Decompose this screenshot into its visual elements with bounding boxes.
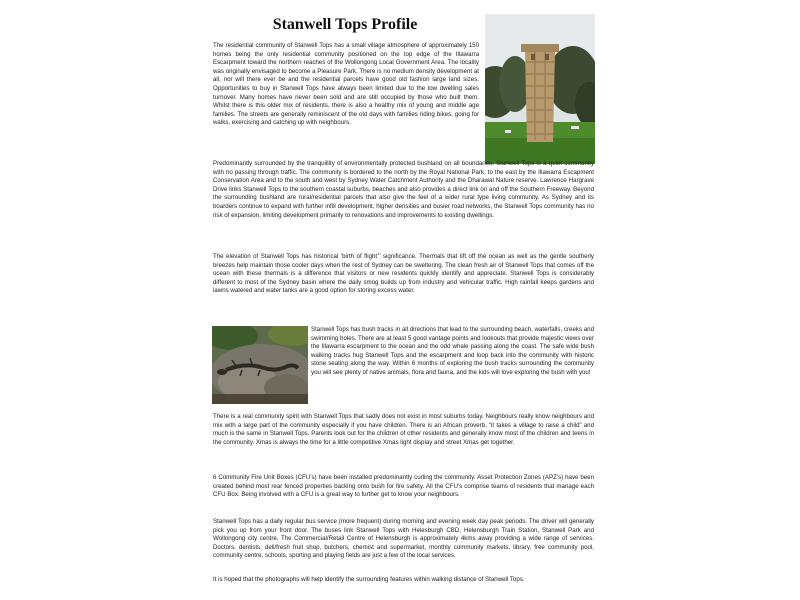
paragraph-fire-units: 6 Community Fire Unit Boxes (CFU’s) have been installed predominantly curling the community. Asset Protection Zones (APZ’s) have been created behind most rear fenced properties backing onto bush for fire safety. All the CFU’s comprise teams of residents that manage each CFU Box. Being involved with a CFU is a great way to further get to know your neighbours. [213,474,594,499]
paragraph-photographs-note: It is hoped that the photographs will help identify the surrounding features within walking distance of Stanwell Tops. [213,576,525,583]
paragraph-elevation [213,250,594,296]
page-title: Stanwell Tops Profile [272,16,418,33]
paragraph-transport-services: Stanwell Tops has a daily regular bus service (more frequent) during morning and evening week day peak periods. The driver will generally pick you up from your front door. The buses link Stanwell Tops with Helesburgh CBD, Helensburgh Train Station, Stanwell Park and Wollongong city centre. The Commercial/Retail Centre of Helensburgh is approximately 4kms away providing a wide range of services. Doctors, dentists, deli/fresh fruit shop, butchers, chemist and supermarket, monthly community markets, library, free community pool, community centre, schools, sporting and playing fields are just a few of the local services. [213,518,594,560]
document-page [211,8,596,593]
paragraph-surroundings: Predominantly surrounded by the tranquillity of environmentally protected bushland on all boundaries, Stanwell Tops is a quiet community with no passing through traffic. The community is bordered to the north by the Royal National Park, to the east by the Illawarra Escapment Conservation Area and to the south and west by Sydney Water Catchment Authority and the Dharawal Nature reserve. Lawrence Hargrave Drive links Stanwell Tops to the southern coastal suburbs, beaches and also provides a direct link on and off the Southern Freeway. Beyond the surrounding bushland are rural/residential parcels that also give the feel of a wider rural type living community. As Sydney and its boarders continue to expand with further infill development, higher densities and busier road networks, the Stanwell Tops community has no risk of expansion, limiting development primarily to renovations and improvements to existing dwellings. [213,160,594,219]
elevation-text-start: The elevation of Stanwell Tops has historical ‘birth of flight [213,253,378,260]
paragraph-bush-tracks: Stanwell Tops has bush tracks in all directions that lead to the surrounding beach, waterfalls, creeks and swimming holes. There are at least 5 good vantage points and lookouts that provide majestic views over the Illawarra escarpment to the ocean and the odd whale passing along the coast. The safe wide bush walking tracks hug Stanwell Tops and the escarpment and loop back into the community with historic stone seating along the way. Within 6 months of exploring the bush tracks surrounding the community you will see plenty of native animals, flora and fauna, and the kids will love exploring the bush with you! [311,326,594,376]
elevation-text-end: ’ significance. Thermals that lift off the ocean as well as the gentle southerly breezes help maintain those cooler days when the rest of Sydney can be sweltering. The clean fresh air of Stanwell Tops that comes off the ocean with these thermals is a difference that visitors or new residents quickly identify and appreciate. Stanwell Tops is considerably different to most of the Sydney basin where the daily smog builds up from industry and vehicular traffic. High rainfall keeps gardens and lawns watered and water tanks are a good option for storing excess water. [213,253,594,295]
footnote-marker: 1 [377,250,380,256]
paragraph-community: The residential community of Stanwell Tops has a small village atmosphere of approximately 150 homes being the only residential community positioned on the top edge of the Illawarra Escarpment toward the northern reaches of the Wollongong Local Government Area. The locality was originally envisaged to become a Pleasure Park. There is no medium density development at all, nor will there ever be and the residential parcels have good old fashion large land sizes. Opportunities to buy in Stanwell Tops have always been limited due to the low dwelling sales turnover. Many homes have never been sold and are still occupied by those who built them. Whilst there is this older mix of residents, there is also a healthy mix of young and middle age families. The streets are generally reminiscent of the old days with families riding bikes, going for walks, exercising and catching up with neighbours. [213,42,479,127]
stone-tower-photo [485,14,595,164]
paragraph-community-spirit: There is a real community spirit with Stanwell Tops that sadly does not exist in most suburbs today. Neighbours really know neighbours and mix with a large part of the community especially if you have children. There is an African proverb, “it takes a village to raise a child” and much is the same in Stanwell Tops. Parents look out for the children of other residents and generally know most of the children and teens in the community. Xmas is always the time for a little competitive Xmas light display and street Xmas get together. [213,413,594,446]
lizard-on-rock-photo [212,326,308,404]
